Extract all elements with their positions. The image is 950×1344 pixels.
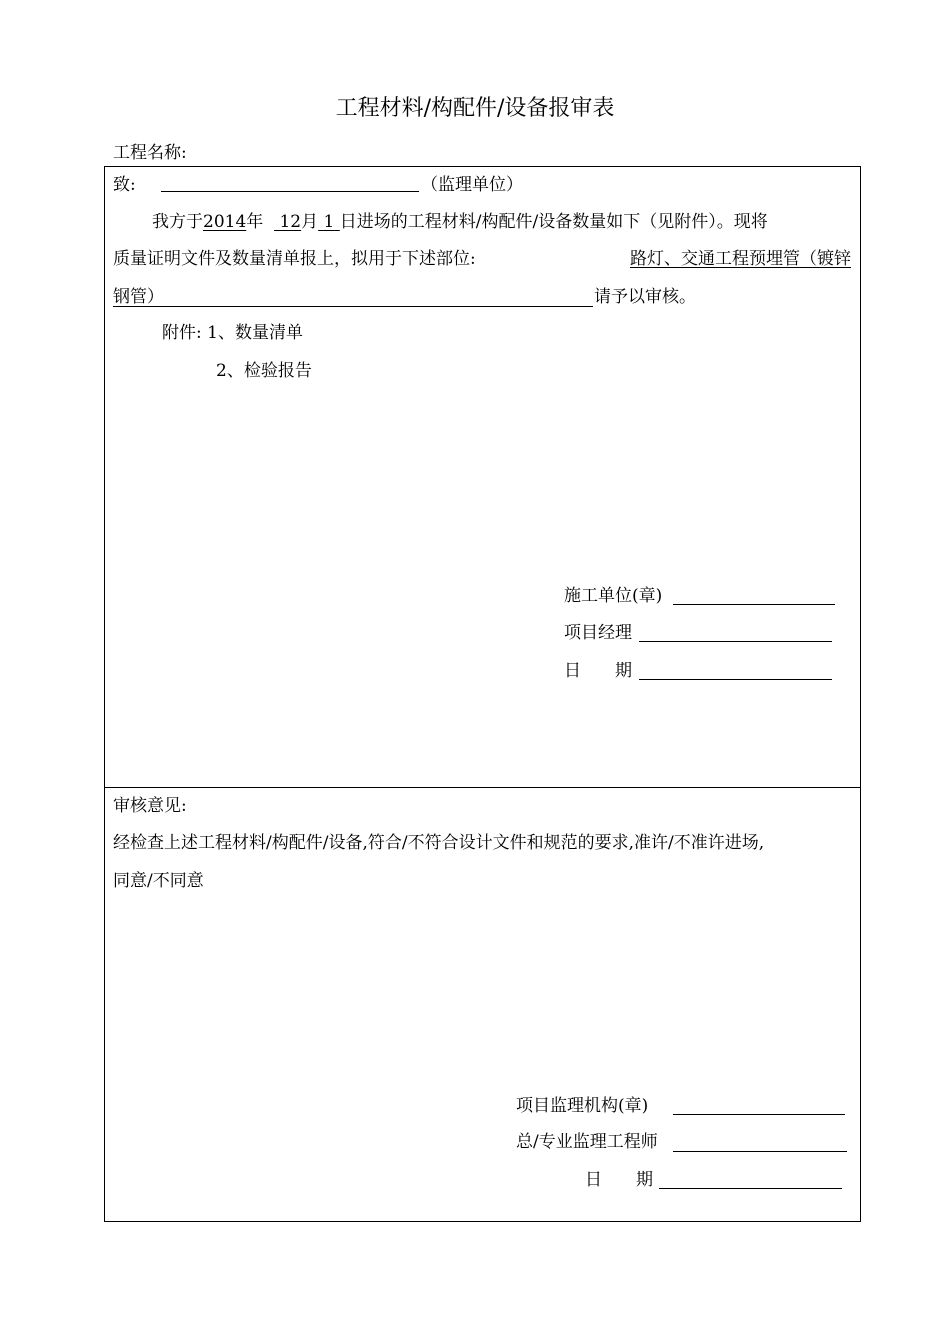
contractor-unit-label: 施工单位(章) — [564, 586, 663, 606]
supervisor-date-label: 日 期 — [585, 1170, 653, 1190]
supervision-unit-label: （监理单位） — [421, 175, 523, 195]
attachment-label: 附件: 1、数量清单 — [162, 323, 303, 343]
section-divider — [104, 787, 861, 788]
project-manager-blank[interactable] — [639, 641, 832, 642]
to-label: 致: — [113, 175, 136, 195]
supervision-unit-blank[interactable] — [161, 191, 419, 192]
contractor-unit-blank[interactable] — [673, 604, 835, 605]
month-unit: 月 — [301, 212, 319, 232]
form-title: 工程材料/构配件/设备报审表 — [335, 96, 615, 121]
year-value[interactable]: 2014 — [203, 212, 247, 232]
supervision-org-blank[interactable] — [673, 1114, 845, 1115]
request-review-text: 请予以审核。 — [594, 287, 696, 307]
day-value[interactable]: 1 — [323, 212, 335, 232]
body-line-2: 质量证明文件及数量清单报上，拟用于下述部位: — [113, 249, 476, 269]
location-underline — [113, 306, 593, 307]
location-line-2[interactable]: 钢管） — [113, 287, 164, 307]
location-line-1[interactable]: 路灯、交通工程预埋管（镀锌 — [630, 249, 851, 269]
contractor-date-blank[interactable] — [639, 679, 832, 680]
year-unit: 年 — [246, 212, 264, 232]
review-label: 审核意见: — [113, 796, 187, 816]
supervisor-date-blank[interactable] — [659, 1188, 842, 1189]
month-value[interactable]: 12 — [279, 212, 302, 232]
contractor-date-label: 日 期 — [564, 661, 632, 681]
body-prefix: 我方于 — [152, 212, 203, 232]
supervision-org-label: 项目监理机构(章) — [516, 1096, 649, 1116]
attachment-item-1: 1、数量清单 — [207, 323, 303, 343]
review-text-line-1: 经检查上述工程材料/构配件/设备,符合/不符合设计文件和规范的要求,准许/不准许进场, — [113, 833, 765, 853]
project-manager-label: 项目经理 — [564, 623, 632, 643]
supervising-engineer-blank[interactable] — [673, 1151, 847, 1152]
supervising-engineer-label: 总/专业监理工程师 — [516, 1132, 658, 1152]
body-suffix: 日进场的工程材料/构配件/设备数量如下（见附件）。现将 — [339, 212, 768, 232]
attachment-item-2: 2、检验报告 — [216, 361, 312, 381]
body-line-1 — [152, 212, 768, 232]
review-text-line-2: 同意/不同意 — [113, 871, 204, 891]
project-name-label: 工程名称: — [113, 143, 187, 163]
